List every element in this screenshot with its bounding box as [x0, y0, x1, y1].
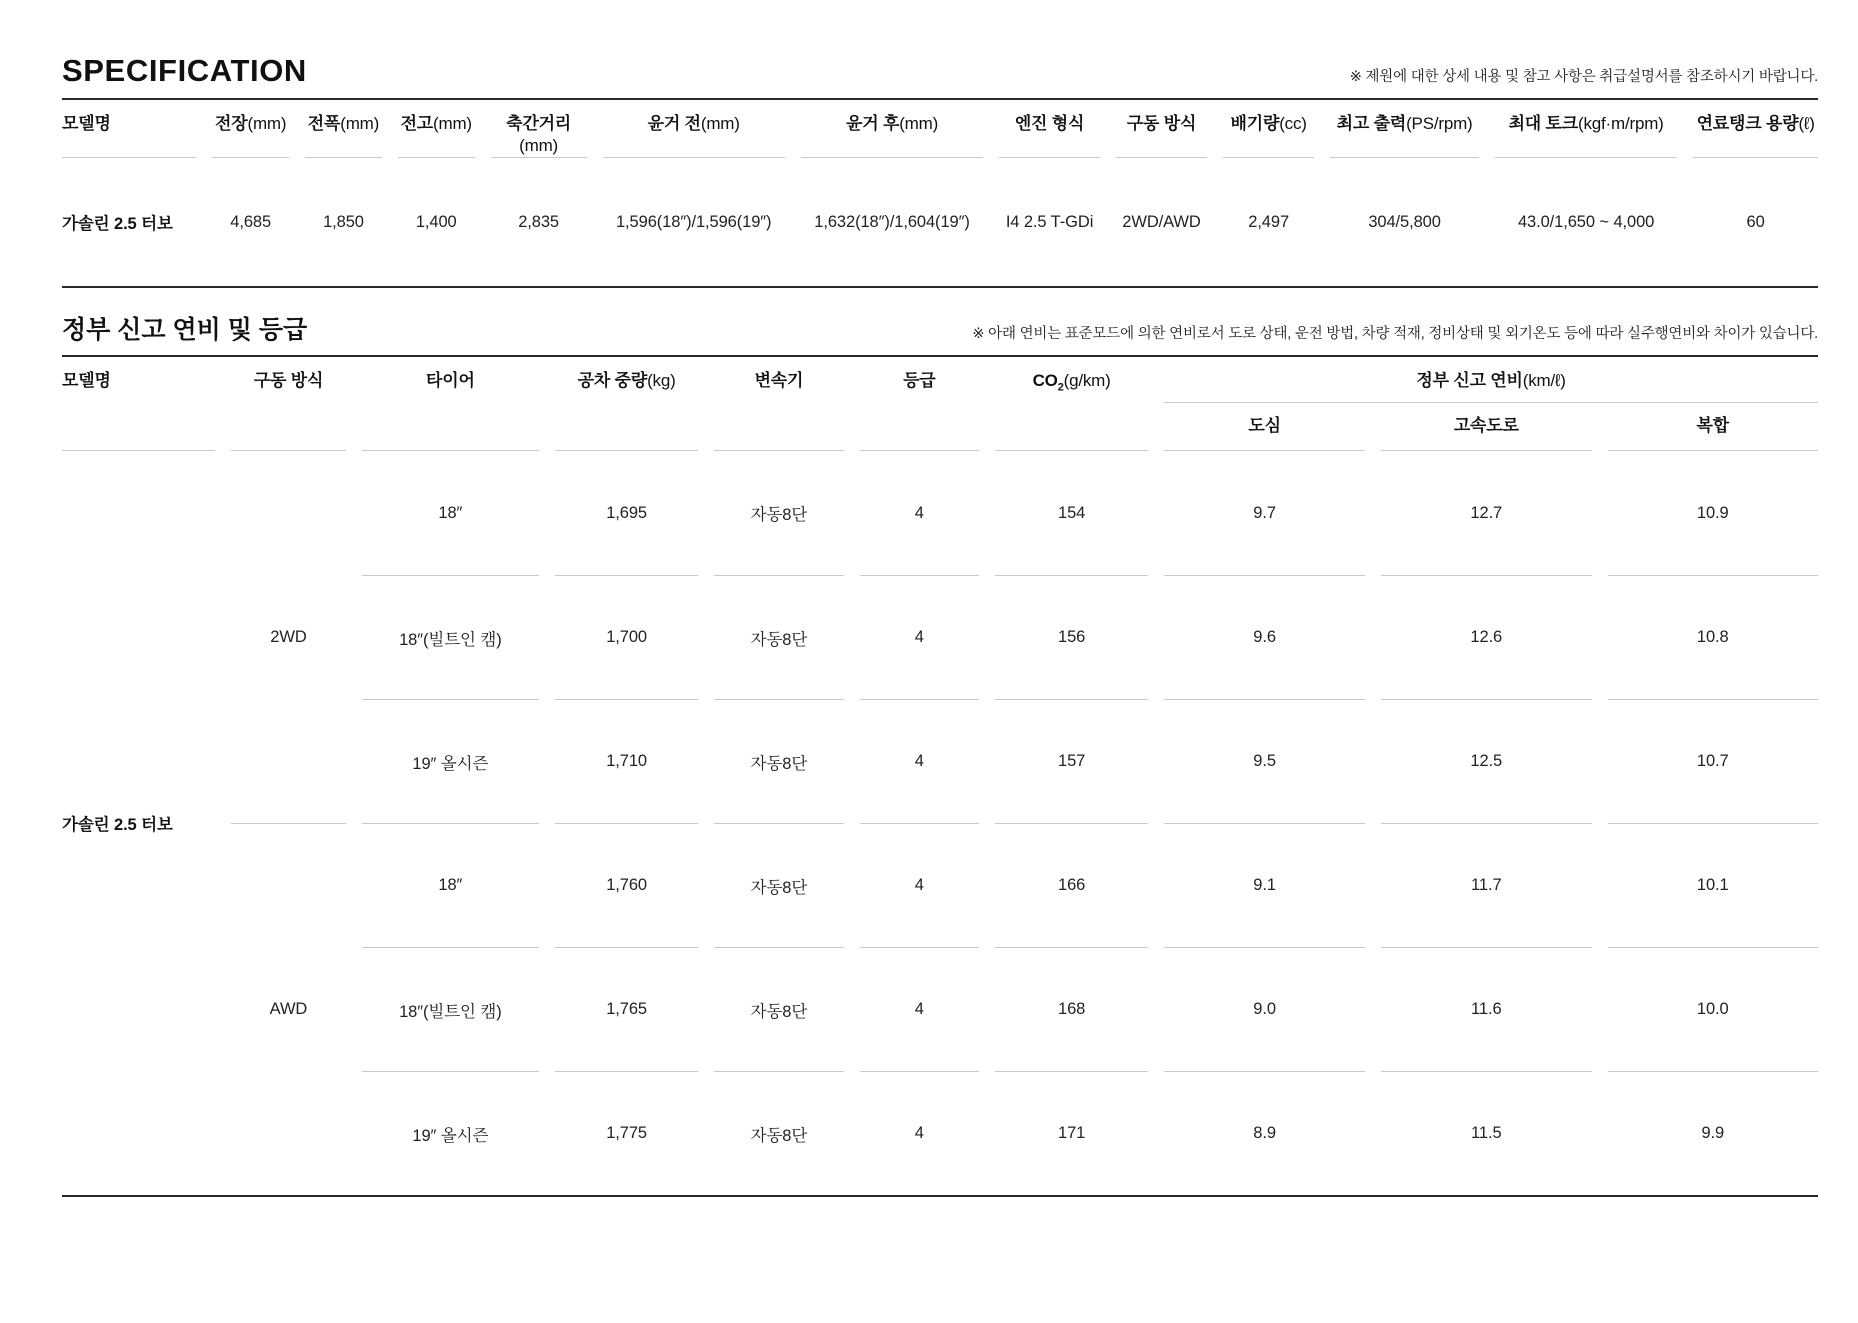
header-label-line	[215, 113, 286, 135]
column-header-tire	[362, 357, 539, 451]
header-unit: (PS/rpm)	[1406, 114, 1473, 134]
spec-note: ※ 제원에 대한 상세 내용 및 참고 사항은 취급설명서를 참조하시기 바랍니다.	[1349, 69, 1818, 86]
header-label-line	[1697, 113, 1815, 135]
fuel-value-city: 9.5	[1164, 699, 1365, 823]
fuel-value-city: 9.6	[1164, 575, 1365, 699]
fuel-value-grade: 4	[860, 699, 980, 823]
column-header-displacement	[1223, 100, 1314, 158]
header-label: 등급	[903, 371, 936, 391]
fuel-value-weight: 1,700	[555, 575, 699, 699]
header-label-line	[254, 370, 323, 392]
fuel-value-highway: 11.5	[1381, 1071, 1591, 1195]
header-label-line	[903, 370, 935, 392]
fuel-value-tire: 18″(빌트인 캠)	[362, 575, 539, 699]
fuel-value-city: 9.7	[1253, 503, 1276, 522]
header-label-line	[1127, 113, 1196, 135]
header-label: CO	[1032, 371, 1058, 391]
subcolumn-header-2: 복합	[1608, 403, 1818, 451]
column-header-tread-front	[603, 100, 785, 158]
header-label: 전폭	[307, 114, 341, 134]
column-header-co2	[995, 357, 1148, 451]
header-unit: (mm)	[340, 114, 380, 134]
column-header-max-torque	[1495, 100, 1677, 158]
header-label: 전장	[215, 114, 248, 134]
fuel-value-weight: 1,695	[606, 503, 647, 522]
header-label: 구동 방식	[1126, 114, 1197, 134]
spec-value-tread-rear: 1,632(18″)/1,604(19″)	[814, 212, 970, 231]
fuel-value-highway: 12.7	[1470, 503, 1503, 522]
column-header-transmission	[714, 357, 843, 451]
column-header-gov-fuel-economy	[1164, 357, 1818, 403]
header-unit: (kgf·m/rpm)	[1578, 114, 1664, 134]
drive-type-cell: AWD	[231, 823, 346, 1195]
fuel-value-weight: 1,760	[555, 823, 699, 947]
fuel-section-title: 정부 신고 연비 및 등급	[62, 316, 308, 345]
header-label-line	[1015, 113, 1084, 135]
fuel-value-combined: 9.9	[1608, 1071, 1818, 1195]
header-label-line	[846, 113, 938, 135]
spec-title-bar	[62, 54, 1818, 100]
fuel-value-city: 8.9	[1164, 1071, 1365, 1195]
fuel-value-tire: 19″ 올시즌	[362, 1071, 539, 1195]
column-header-model	[62, 100, 196, 158]
header-unit: (cc)	[1279, 114, 1307, 134]
fuel-value-co2: 156	[995, 575, 1148, 699]
column-header-grade	[860, 357, 980, 451]
fuel-value-transmission: 자동8단	[714, 575, 843, 699]
fuel-value-co2: 168	[995, 947, 1148, 1071]
fuel-value-grade: 4	[860, 575, 980, 699]
column-header-engine-type	[999, 100, 1100, 158]
fuel-value-combined: 10.0	[1608, 947, 1818, 1071]
spec-value-wheelbase: 2,835	[518, 212, 559, 231]
header-label: 배기량	[1230, 114, 1280, 134]
header-label: 정부 신고 연비	[1416, 371, 1523, 391]
fuel-value-tire: 19″ 올시즌	[362, 699, 539, 823]
fuel-value-highway: 11.6	[1381, 947, 1591, 1071]
fuel-value-highway: 11.7	[1381, 823, 1591, 947]
column-header-height	[398, 100, 475, 158]
fuel-value-tire: 18″	[438, 503, 463, 522]
fuel-value-tire: 18″	[362, 823, 539, 947]
header-label-line	[426, 370, 475, 392]
header-label-line	[308, 113, 379, 135]
column-header-model	[62, 357, 215, 451]
spec-value-engine-type: I4 2.5 T-GDi	[1005, 212, 1094, 231]
fuel-model-name: 가솔린 2.5 터보	[62, 816, 173, 835]
fuel-value-transmission: 자동8단	[714, 1071, 843, 1195]
header-unit: (mm)	[247, 114, 287, 134]
spec-value-displacement: 2,497	[1248, 212, 1290, 231]
fuel-value-grade: 4	[860, 823, 980, 947]
header-subscript: 2	[1057, 381, 1064, 394]
header-label: 축간거리	[506, 114, 572, 134]
fuel-value-co2: 166	[995, 823, 1148, 947]
column-header-length	[212, 100, 289, 158]
drive-type-cell: 2WD	[270, 627, 307, 646]
header-label-line	[1231, 113, 1307, 135]
column-header-drive-type	[1116, 100, 1207, 158]
header-label: 최고 출력	[1336, 114, 1407, 134]
header-label: 윤거 후	[845, 114, 900, 134]
fuel-value-co2: 157	[995, 699, 1148, 823]
header-unit: (mm)	[700, 114, 740, 134]
spec-value-length: 4,685	[230, 212, 272, 231]
fuel-value-transmission: 자동8단	[714, 947, 843, 1071]
subcolumn-header-0: 도심	[1164, 403, 1365, 451]
spec-value-drive-type: 2WD/AWD	[1122, 212, 1201, 231]
column-header-curb-weight	[555, 357, 699, 451]
spec-table-body	[62, 158, 1818, 288]
spec-value-width: 1,850	[323, 212, 364, 231]
column-header-tread-rear	[801, 100, 983, 158]
spec-value-max-torque: 43.0/1,650 ~ 4,000	[1517, 212, 1655, 231]
spec-value-max-power: 304/5,800	[1368, 212, 1441, 231]
header-unit: (km/ℓ)	[1522, 371, 1566, 391]
header-unit: (mm)	[433, 114, 472, 134]
fuel-value-grade: 4	[860, 1071, 980, 1195]
header-label-line	[648, 113, 740, 135]
spec-table-header-row	[62, 100, 1818, 158]
header-unit: (g/km)	[1063, 371, 1111, 391]
fuel-value-transmission: 자동8단	[714, 823, 843, 947]
fuel-value-combined: 10.7	[1608, 699, 1818, 823]
header-label: 엔진 형식	[1014, 114, 1085, 134]
fuel-value-highway: 12.6	[1381, 575, 1591, 699]
header-label: 연료탱크 용량	[1696, 114, 1799, 134]
header-unit: (kg)	[647, 371, 676, 391]
fuel-value-grade: 4	[860, 947, 980, 1071]
fuel-table-body	[62, 451, 1818, 1197]
header-label-line	[62, 370, 111, 392]
header-label-line	[578, 370, 676, 392]
fuel-value-tire: 18″(빌트인 캠)	[362, 947, 539, 1071]
header-label-line	[1033, 370, 1111, 392]
fuel-value-co2: 154	[1058, 503, 1086, 522]
fuel-value-city: 9.0	[1164, 947, 1365, 1071]
fuel-table-header-row	[62, 357, 1818, 451]
column-header-fuel-tank	[1693, 100, 1818, 158]
fuel-title-bar	[62, 316, 1818, 357]
spec-value-height: 1,400	[415, 212, 457, 231]
header-label: 타이어	[426, 371, 475, 391]
fuel-value-city: 9.1	[1164, 823, 1365, 947]
header-label-line	[401, 113, 472, 135]
fuel-value-combined: 10.1	[1608, 823, 1818, 947]
header-label: 전고	[400, 114, 434, 134]
spec-model-name: 가솔린 2.5 터보	[62, 215, 173, 234]
page-title: SPECIFICATION	[62, 53, 307, 88]
header-label: 모델명	[62, 371, 111, 391]
fuel-value-transmission: 자동8단	[750, 506, 808, 525]
spec-value-tread-front: 1,596(18″)/1,596(19″)	[615, 212, 772, 231]
header-label: 공차 중량	[577, 371, 648, 391]
fuel-value-grade: 4	[914, 503, 924, 522]
spec-value-fuel-tank: 60	[1746, 212, 1765, 231]
fuel-value-weight: 1,710	[555, 699, 699, 823]
header-unit: (mm)	[899, 114, 939, 134]
fuel-value-weight: 1,765	[555, 947, 699, 1071]
column-header-wheelbase	[491, 100, 587, 158]
fuel-value-co2: 171	[995, 1071, 1148, 1195]
fuel-value-transmission: 자동8단	[714, 699, 843, 823]
fuel-value-combined: 10.9	[1696, 503, 1729, 522]
header-label-line	[1337, 113, 1473, 135]
header-label-line	[1416, 370, 1565, 392]
header-label-line	[755, 370, 804, 392]
fuel-note: ※ 아래 연비는 표준모드에 의한 연비로서 도로 상태, 운전 방법, 차량 적재, 정비상태 및 외기온도 등에 따라 실주행연비와 차이가 있습니다.	[972, 326, 1818, 343]
header-label: 윤거 전	[647, 114, 701, 134]
column-header-max-power	[1330, 100, 1479, 158]
column-header-drive-type	[231, 357, 346, 451]
column-header-width	[305, 100, 382, 158]
header-label-line	[62, 113, 111, 135]
header-label: 최대 토크	[1508, 114, 1578, 134]
header-label-line	[506, 113, 571, 135]
fuel-value-highway: 12.5	[1381, 699, 1591, 823]
header-unit-line: (mm)	[519, 136, 559, 156]
header-label: 변속기	[754, 371, 804, 391]
header-unit: (ℓ)	[1798, 114, 1815, 134]
header-label-line	[1509, 113, 1664, 135]
fuel-value-combined: 10.8	[1608, 575, 1818, 699]
header-label: 모델명	[62, 114, 111, 134]
subcolumn-header-1: 고속도로	[1381, 403, 1591, 451]
header-label: 구동 방식	[253, 371, 324, 391]
fuel-value-weight: 1,775	[555, 1071, 699, 1195]
